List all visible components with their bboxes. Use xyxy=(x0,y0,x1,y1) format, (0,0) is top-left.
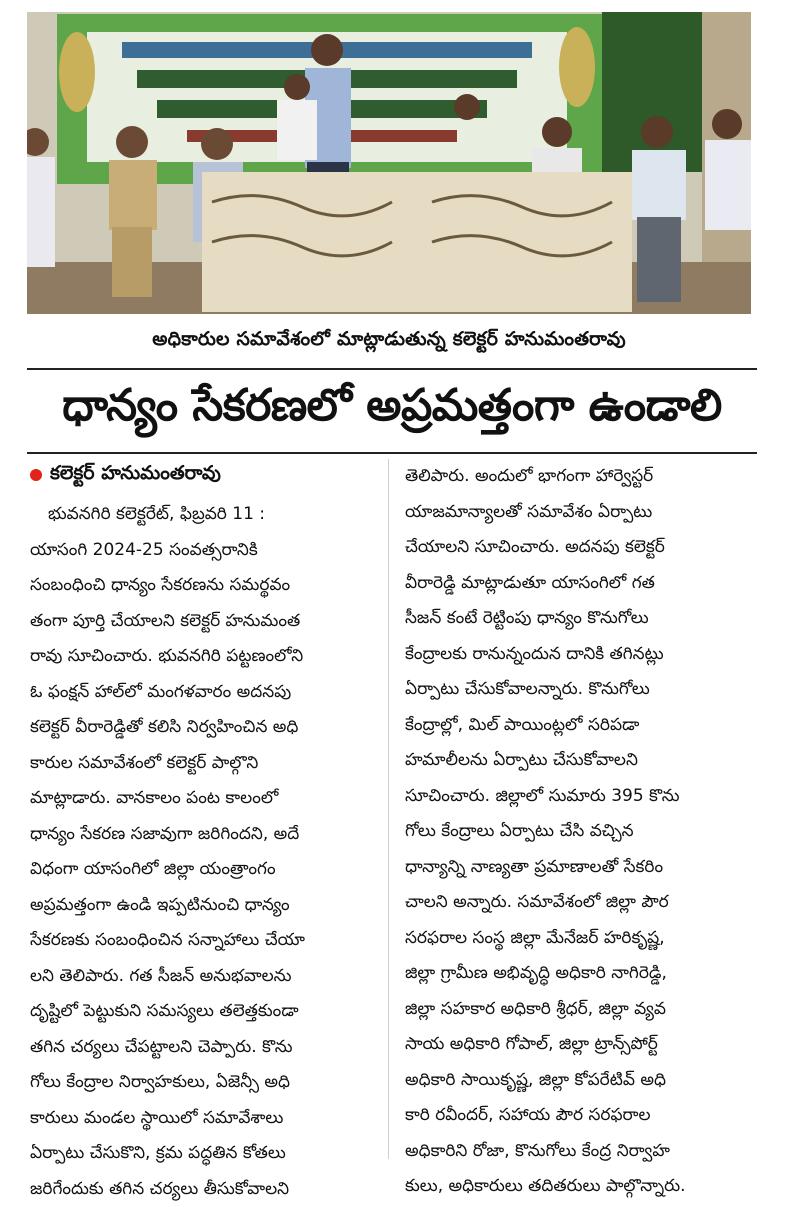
article-line: కలెక్టర్ వీరారెడ్డితో కలిసి నిర్వహించిన అధి xyxy=(30,710,375,746)
article-line: ఓ ఫంక్షన్ హాల్‌లో మంగళవారం అదనపు xyxy=(30,675,375,711)
article-line: మాట్లాడారు. వానకాలం పంట కాలంలో xyxy=(30,781,375,817)
article-line: కేంద్రాల్లో, మిల్ పాయింట్లలో సరిపడా xyxy=(405,708,755,744)
byline xyxy=(30,458,221,492)
photo-caption: అధికారుల సమావేశంలో మాట్లాడుతున్న కలెక్టర్ హనుమంతరావు xyxy=(152,328,626,355)
divider-bottom xyxy=(27,452,757,454)
article-line: కులు, అధికారులు తదితరులు పాల్గొన్నారు. xyxy=(405,1169,755,1205)
bullet-dot-icon xyxy=(30,469,42,481)
article-line: భువనగిరి కలెక్టరేట్, ఫిబ్రవరి 11 : xyxy=(30,497,375,533)
article-line: సూచించారు. జిల్లాలో సుమారు 395 కొను xyxy=(405,779,755,815)
article-line: జిల్లా సహకార అధికారి శ్రీధర్, జిల్లా వ్యవ xyxy=(405,992,755,1028)
photo-caption-row xyxy=(27,318,751,364)
article-line: ధాన్యం సేకరణ సజావుగా జరిగిందని, అదే xyxy=(30,817,375,853)
article-line: విధంగా యాసంగిలో జిల్లా యంత్రాంగం xyxy=(30,852,375,888)
article-line: కారి రవీందర్, సహాయ పౌర సరఫరాల xyxy=(405,1098,755,1134)
article-line: అధికారి సాయికృష్ణ, జిల్లా కోపరేటివ్ అధి xyxy=(405,1063,755,1099)
article-line: జిల్లా గ్రామీణ అభివృద్ధి అధికారి నాగిరెడ్డి, xyxy=(405,956,755,992)
column-divider xyxy=(388,459,389,1159)
article-line: సేకరణకు సంబంధించిన సన్నాహాలు చేయా xyxy=(30,923,375,959)
byline-text: కలెక్టర్ హనుమంతరావు xyxy=(50,462,221,489)
article-line: చేయాలని సూచించారు. అదనపు కలెక్టర్ xyxy=(405,530,755,566)
article-line: అధికారిని రోజా, కొనుగోలు కేంద్ర నిర్వాహ xyxy=(405,1134,755,1170)
article-line: యాసంగి 2024-25 సంవత్సరానికి xyxy=(30,533,375,569)
article-line: సంబంధించి ధాన్యం సేకరణను సమర్థవం xyxy=(30,568,375,604)
headline-box xyxy=(27,376,757,446)
divider-top xyxy=(27,368,757,370)
article-line: కారులు మండల స్థాయిలో సమావేశాలు xyxy=(30,1101,375,1137)
article-line: దృష్టిలో పెట్టుకుని సమస్యలు తలెత్తకుండా xyxy=(30,994,375,1030)
article-line: తంగా పూర్తి చేయాలని కలెక్టర్ హనుమంత xyxy=(30,604,375,640)
article-line: కారుల సమావేశంలో కలెక్టర్ పాల్గొని xyxy=(30,746,375,782)
article-column-left xyxy=(30,497,375,1207)
article-line: సాయ అధికారి గోపాల్, జిల్లా ట్రాన్స్‌పోర్ట్ xyxy=(405,1027,755,1063)
article-line: సరఫరాల సంస్థ జిల్లా మేనేజర్ హరికృష్ణ, xyxy=(405,921,755,957)
article-line: ఏర్పాటు చేసుకోవాలన్నారు. కొనుగోలు xyxy=(405,672,755,708)
article-column-right xyxy=(405,459,755,1205)
article-line: యాజమాన్యాలతో సమావేశం ఏర్పాటు xyxy=(405,495,755,531)
article-line: లని తెలిపారు. గత సీజన్ అనుభవాలను xyxy=(30,959,375,995)
article-line: కేంద్రాలకు రానున్నందున దానికి తగినట్లు xyxy=(405,637,755,673)
article-line: గోలు కేంద్రాల నిర్వాహకులు, ఏజెన్సీ అధి xyxy=(30,1065,375,1101)
article-line: అప్రమత్తంగా ఉండి ఇప్పటినుంచి ధాన్యం xyxy=(30,888,375,924)
meeting-photo xyxy=(27,12,751,314)
article-line: ధాన్యాన్ని నాణ్యతా ప్రమాణాలతో సేకరిం xyxy=(405,850,755,886)
meeting-photo-illustration xyxy=(27,12,751,314)
headline: ధాన్యం సేకరణలో అప్రమత్తంగా ఉండాలి xyxy=(62,380,721,442)
article-line: వీరారెడ్డి మాట్లాడుతూ యాసంగిలో గత xyxy=(405,566,755,602)
article-line: చాలని అన్నారు. సమావేశంలో జిల్లా పౌర xyxy=(405,885,755,921)
article-line: తెలిపారు. అందులో భాగంగా హార్వెస్టర్ xyxy=(405,459,755,495)
article-line: జరిగేందుకు తగిన చర్యలు తీసుకోవాలని xyxy=(30,1172,375,1207)
article-line: ఏర్పాటు చేసుకొని, క్రమ పద్ధతిన కోతలు xyxy=(30,1136,375,1172)
article-line: తగిన చర్యలు చేపట్టాలని చెప్పారు. కొను xyxy=(30,1030,375,1066)
article-line: గోలు కేంద్రాలు ఏర్పాటు చేసి వచ్చిన xyxy=(405,814,755,850)
article-line: సీజన్ కంటే రెట్టింపు ధాన్యం కొనుగోలు xyxy=(405,601,755,637)
article-line: రావు సూచించారు. భువనగిరి పట్టణంలోని xyxy=(30,639,375,675)
article-line: హమాలీలను ఏర్పాటు చేసుకోవాలని xyxy=(405,743,755,779)
